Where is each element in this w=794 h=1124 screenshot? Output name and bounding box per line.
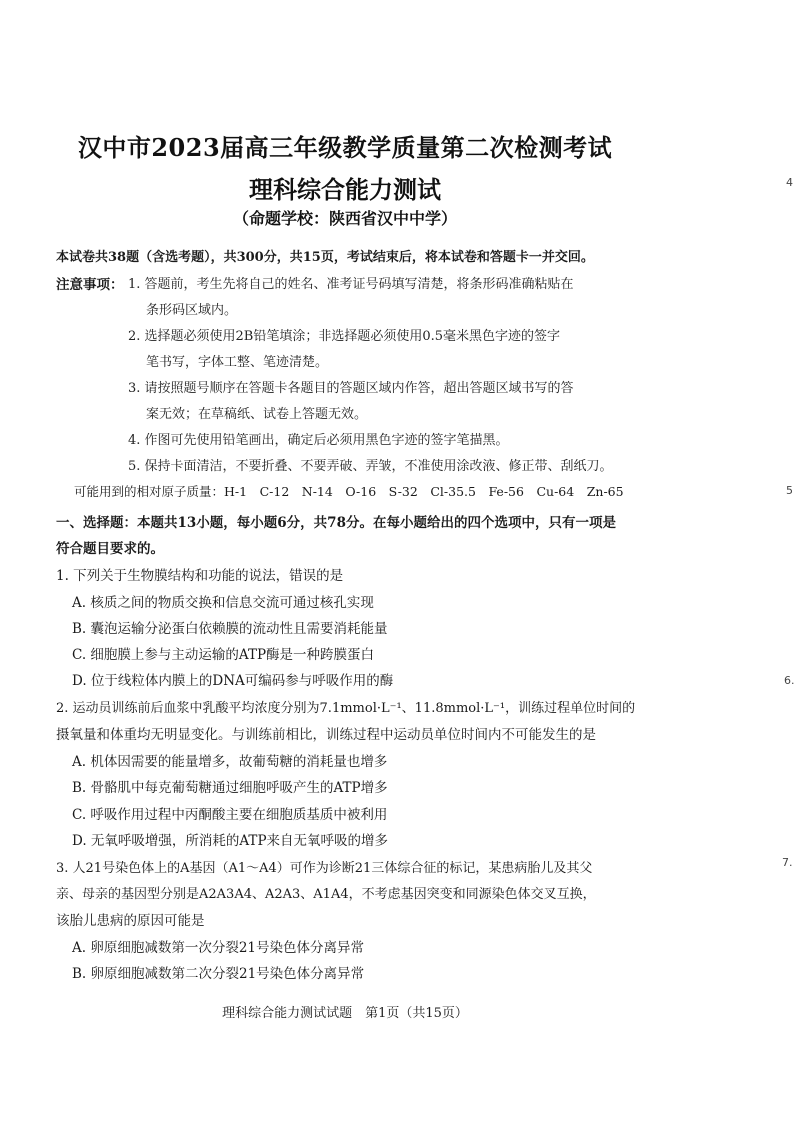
exam-subject: 理科综合能力测试 [249,175,441,204]
margin-mark: 4 [786,176,793,189]
question-2-stem: 2. 运动员训练前后血浆中乳酸平均浓度分别为7.1mmol·L⁻¹、11.8mmol·L⁻¹，训练过程单位时间的 [56,701,636,716]
exam-title: 汉中市2023届高三年级教学质量第二次检测考试 [77,133,613,162]
intro-text: 本试卷共38题（含选考题），共300分，共15页，考试结束后，将本试卷和答题卡一并交回。 [56,250,594,265]
section-heading-cont: 符合题目要求的。 [56,541,164,557]
page-footer: 理科综合能力测试试题 第1页（共15页） [222,1006,468,1021]
question-2-option-b: B. 骨骼肌中每克葡萄糖通过细胞呼吸产生的ATP增多 [72,780,388,796]
atomic-masses: 可能用到的相对原子质量：H-1 C-12 N-14 O-16 S-32 Cl-35.5 Fe-56 Cu-64 Zn-65 [74,484,624,499]
question-1-stem: 1. 下列关于生物膜结构和功能的说法，错误的是 [56,568,344,584]
notice-item: 5. 保持卡面清洁，不要折叠、不要弄破、弄皱，不准使用涂改液、修正带、刮纸刀。 [128,459,613,474]
question-3-stem-cont: 亲、母亲的基因型分别是A2A3A4、A2A3、A1A4，不考虑基因突变和同源染色体交叉互换， [56,887,596,902]
notice-item: 案无效；在草稿纸、试卷上答题无效。 [146,407,368,422]
section-heading: 一、选择题：本题共13小题，每小题6分，共78分。在每小题给出的四个选项中，只有一项是 [56,515,616,531]
question-2-option-c: C. 呼吸作用过程中丙酮酸主要在细胞质基质中被利用 [72,807,388,823]
question-1-option-a: A. 核质之间的物质交换和信息交流可通过核孔实现 [72,595,374,611]
notice-item: 2. 选择题必须使用2B铅笔填涂；非选择题必须使用0.5毫米黑色字迹的签字 [128,329,561,344]
notice-item: 1. 答题前，考生先将自己的姓名、准考证号码填写清楚，将条形码准确粘贴在 [128,277,574,292]
question-3-option-b: B. 卵原细胞减数第二次分裂21号染色体分离异常 [72,966,365,982]
notice-item: 3. 请按照题号顺序在答题卡各题目的答题区域内作答，超出答题区域书写的答 [128,381,574,396]
margin-mark: 6. [784,674,794,687]
notice-item: 条形码区域内。 [146,303,238,318]
question-2-option-a: A. 机体因需要的能量增多，故葡萄糖的消耗量也增多 [72,754,388,770]
question-3-stem-cont: 该胎儿患病的原因可能是 [56,913,205,929]
margin-mark: 5 [786,484,793,497]
exam-author-school: （命题学校：陕西省汉中中学） [232,209,457,228]
question-1-option-d: D. 位于线粒体内膜上的DNA可编码参与呼吸作用的酶 [72,673,394,689]
notice-label: 注意事项： [56,277,124,293]
question-1-option-c: C. 细胞膜上参与主动运输的ATP酶是一种跨膜蛋白 [72,647,375,663]
question-2-option-d: D. 无氧呼吸增强，所消耗的ATP来自无氧呼吸的增多 [72,833,389,849]
notice-item: 笔书写，字体工整、笔迹清楚。 [146,355,329,370]
question-1-option-b: B. 囊泡运输分泌蛋白依赖膜的流动性且需要消耗能量 [72,621,388,637]
question-3-stem: 3. 人21号染色体上的A基因（A1～A4）可作为诊断21三体综合征的标记，某患病胎儿及其父 [56,861,593,876]
question-3-option-a: A. 卵原细胞减数第一次分裂21号染色体分离异常 [72,940,365,956]
notice-item: 4. 作图可先使用铅笔画出，确定后必须用黑色字迹的签字笔描黑。 [128,433,509,448]
margin-mark: 7. [782,856,793,869]
question-2-stem-cont: 摄氧量和体重均无明显变化。与训练前相比，训练过程中运动员单位时间内不可能发生的是 [56,727,596,743]
